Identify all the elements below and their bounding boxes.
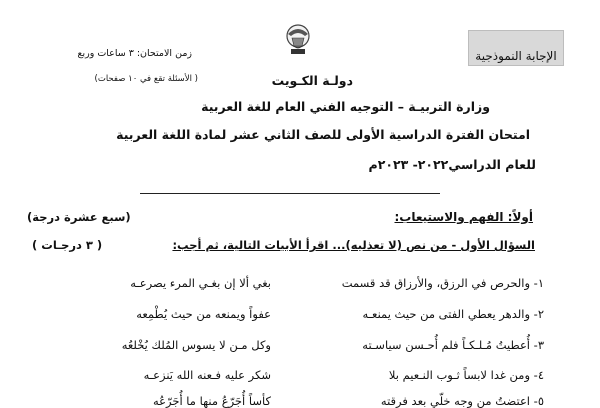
exam-duration: زمن الامتحان: ٣ ساعات وربع: [77, 48, 192, 59]
header-divider: [140, 193, 440, 194]
model-answer-badge: الإجابة النموذجية: [468, 30, 564, 66]
verse-2-first: ٢- والدهر يعطي الفتى من حيث يمنعـه: [362, 307, 544, 321]
verse-1-second: بغي ألا إن بغـي المرء يصرعـه: [130, 276, 271, 290]
section-title: أولاً: الفهم والاستيعاب:: [394, 210, 533, 224]
verse-4-second: شكر عليه فـعنه الله يَنزعـه: [143, 368, 271, 382]
verse-5-second: كأساً أُجَرّعُ منها ما أُجَرّعُه: [152, 394, 271, 408]
verse-3-second: وكل مـن لا يسوس المُلك يُخْلعُه: [121, 338, 271, 352]
country-name: دولـة الكـويت: [271, 73, 353, 88]
question-marks: ( ٣ درجـات ): [32, 238, 103, 252]
verse-4-first: ٤- ومن غدا لابساً ثـوب النـعيم بلا: [388, 368, 544, 382]
pages-note: ( الأسئلة تقع في ١٠ صفحات): [94, 74, 198, 84]
kuwait-emblem-icon: [283, 22, 313, 56]
verse-2-second: عفواً ويمنعه من حيث يُطْمِعه: [136, 307, 271, 321]
ministry-line: وزارة التربيـة – التوجيه الفني العام للغة العربية: [201, 99, 490, 114]
verse-5-first: ٥- اعتضتُ من وجه خلّي بعد فرقته: [380, 394, 544, 408]
exam-title: امتحان الفترة الدراسية الأولى للصف الثاني عشر لمادة اللغة العربية: [116, 127, 530, 142]
section-marks: (سبع عشرة درجة): [27, 210, 131, 224]
question-title: السؤال الأول - من نص (لا تعذليه)... اقرأ الأبيات التالية، ثم أجب:: [172, 238, 535, 252]
school-year: للعام الدراسي٢٠٢٢- ٢٠٢٣م: [368, 157, 536, 172]
verse-1-first: ١- والحرص في الرزق، والأرزاق قد قسمت: [341, 276, 544, 290]
verse-3-first: ٣- أُعطيتُ مُـلـكـاً فلم أُحـسن سياسـته: [362, 338, 544, 352]
